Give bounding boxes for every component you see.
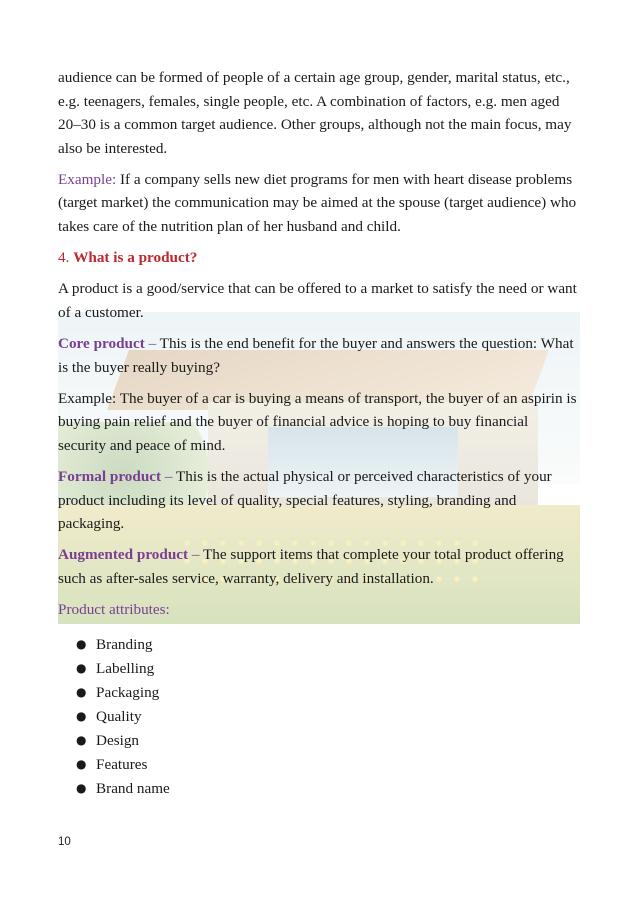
- paragraph-augmented-product: [58, 543, 578, 590]
- page-number: 10: [58, 836, 71, 848]
- product-attributes-label: Product attributes:: [58, 600, 170, 618]
- list-item-label: Branding: [96, 636, 153, 654]
- list-item: [76, 729, 578, 753]
- section-heading: [58, 246, 578, 270]
- list-item: [76, 705, 578, 729]
- paragraph-target-audience: audience can be formed of people of a certain age group, gender, marital status, etc., e.g. teenagers, females, single people, etc. A combination of factors, e.g. men aged 20–30 is a common target audience. Other groups, although not the main focus, may also be interested.: [58, 69, 572, 157]
- list-item: [76, 681, 578, 705]
- example-label: Example:: [58, 170, 117, 188]
- paragraph-example-car: Example: The buyer of a car is buying a means of transport, the buyer of an aspirin is buying pain relief and the buyer of financial advice is hoping to buy financial security and peace of mind.: [58, 389, 577, 454]
- augmented-product-label: Augmented product: [58, 546, 189, 564]
- list-item: [76, 753, 578, 777]
- augmented-product-dash: –: [188, 546, 200, 564]
- section-title: What is a product?: [73, 249, 198, 267]
- list-item-label: Labelling: [96, 660, 155, 678]
- list-item-label: Quality: [96, 708, 142, 726]
- bullet-icon: ●: [76, 661, 87, 676]
- list-item: [76, 777, 578, 801]
- list-item-label: Packaging: [96, 684, 160, 702]
- bullet-icon: ●: [76, 780, 87, 795]
- bullet-icon: ●: [76, 757, 87, 771]
- formal-product-label: Formal product: [58, 467, 162, 485]
- page-content: [58, 66, 578, 801]
- list-item: [76, 633, 578, 657]
- product-attributes-list: [58, 633, 578, 800]
- paragraph-core-product: [58, 332, 578, 379]
- augmented-product-text: The support items that complete your total product offering such as after-sales service, warranty, delivery and installation.: [58, 546, 564, 587]
- list-item: [76, 657, 578, 681]
- formal-product-text: This is the actual physical or perceived characteristics of your product including its level of quality, special features, styling, branding and packaging.: [58, 467, 552, 533]
- paragraph-product-definition: A product is a good/service that can be offered to a market to satisfy the need or want of a customer.: [58, 280, 577, 321]
- bullet-icon: ●: [76, 733, 87, 748]
- paragraph-example-diet: [58, 168, 578, 239]
- core-product-text: This is the end benefit for the buyer and answers the question: What is the buyer really buying?: [58, 334, 574, 376]
- list-item-label: Design: [96, 732, 140, 750]
- formal-product-dash: –: [161, 467, 173, 485]
- list-item-label: Brand name: [96, 779, 170, 797]
- core-product-label: Core product: [58, 334, 145, 352]
- list-item-label: Features: [96, 756, 148, 773]
- example-text: If a company sells new diet programs for men with heart disease problems (target market) the communication may be aimed at the spouse (target audience) who takes care of the nutrition plan of her husband and child.: [58, 170, 577, 236]
- core-product-dash: –: [144, 334, 157, 352]
- paragraph-formal-product: [58, 465, 578, 536]
- bullet-icon: ●: [76, 685, 87, 700]
- bullet-icon: ●: [76, 709, 87, 724]
- bullet-icon: ●: [76, 637, 87, 652]
- section-number: 4.: [58, 249, 74, 267]
